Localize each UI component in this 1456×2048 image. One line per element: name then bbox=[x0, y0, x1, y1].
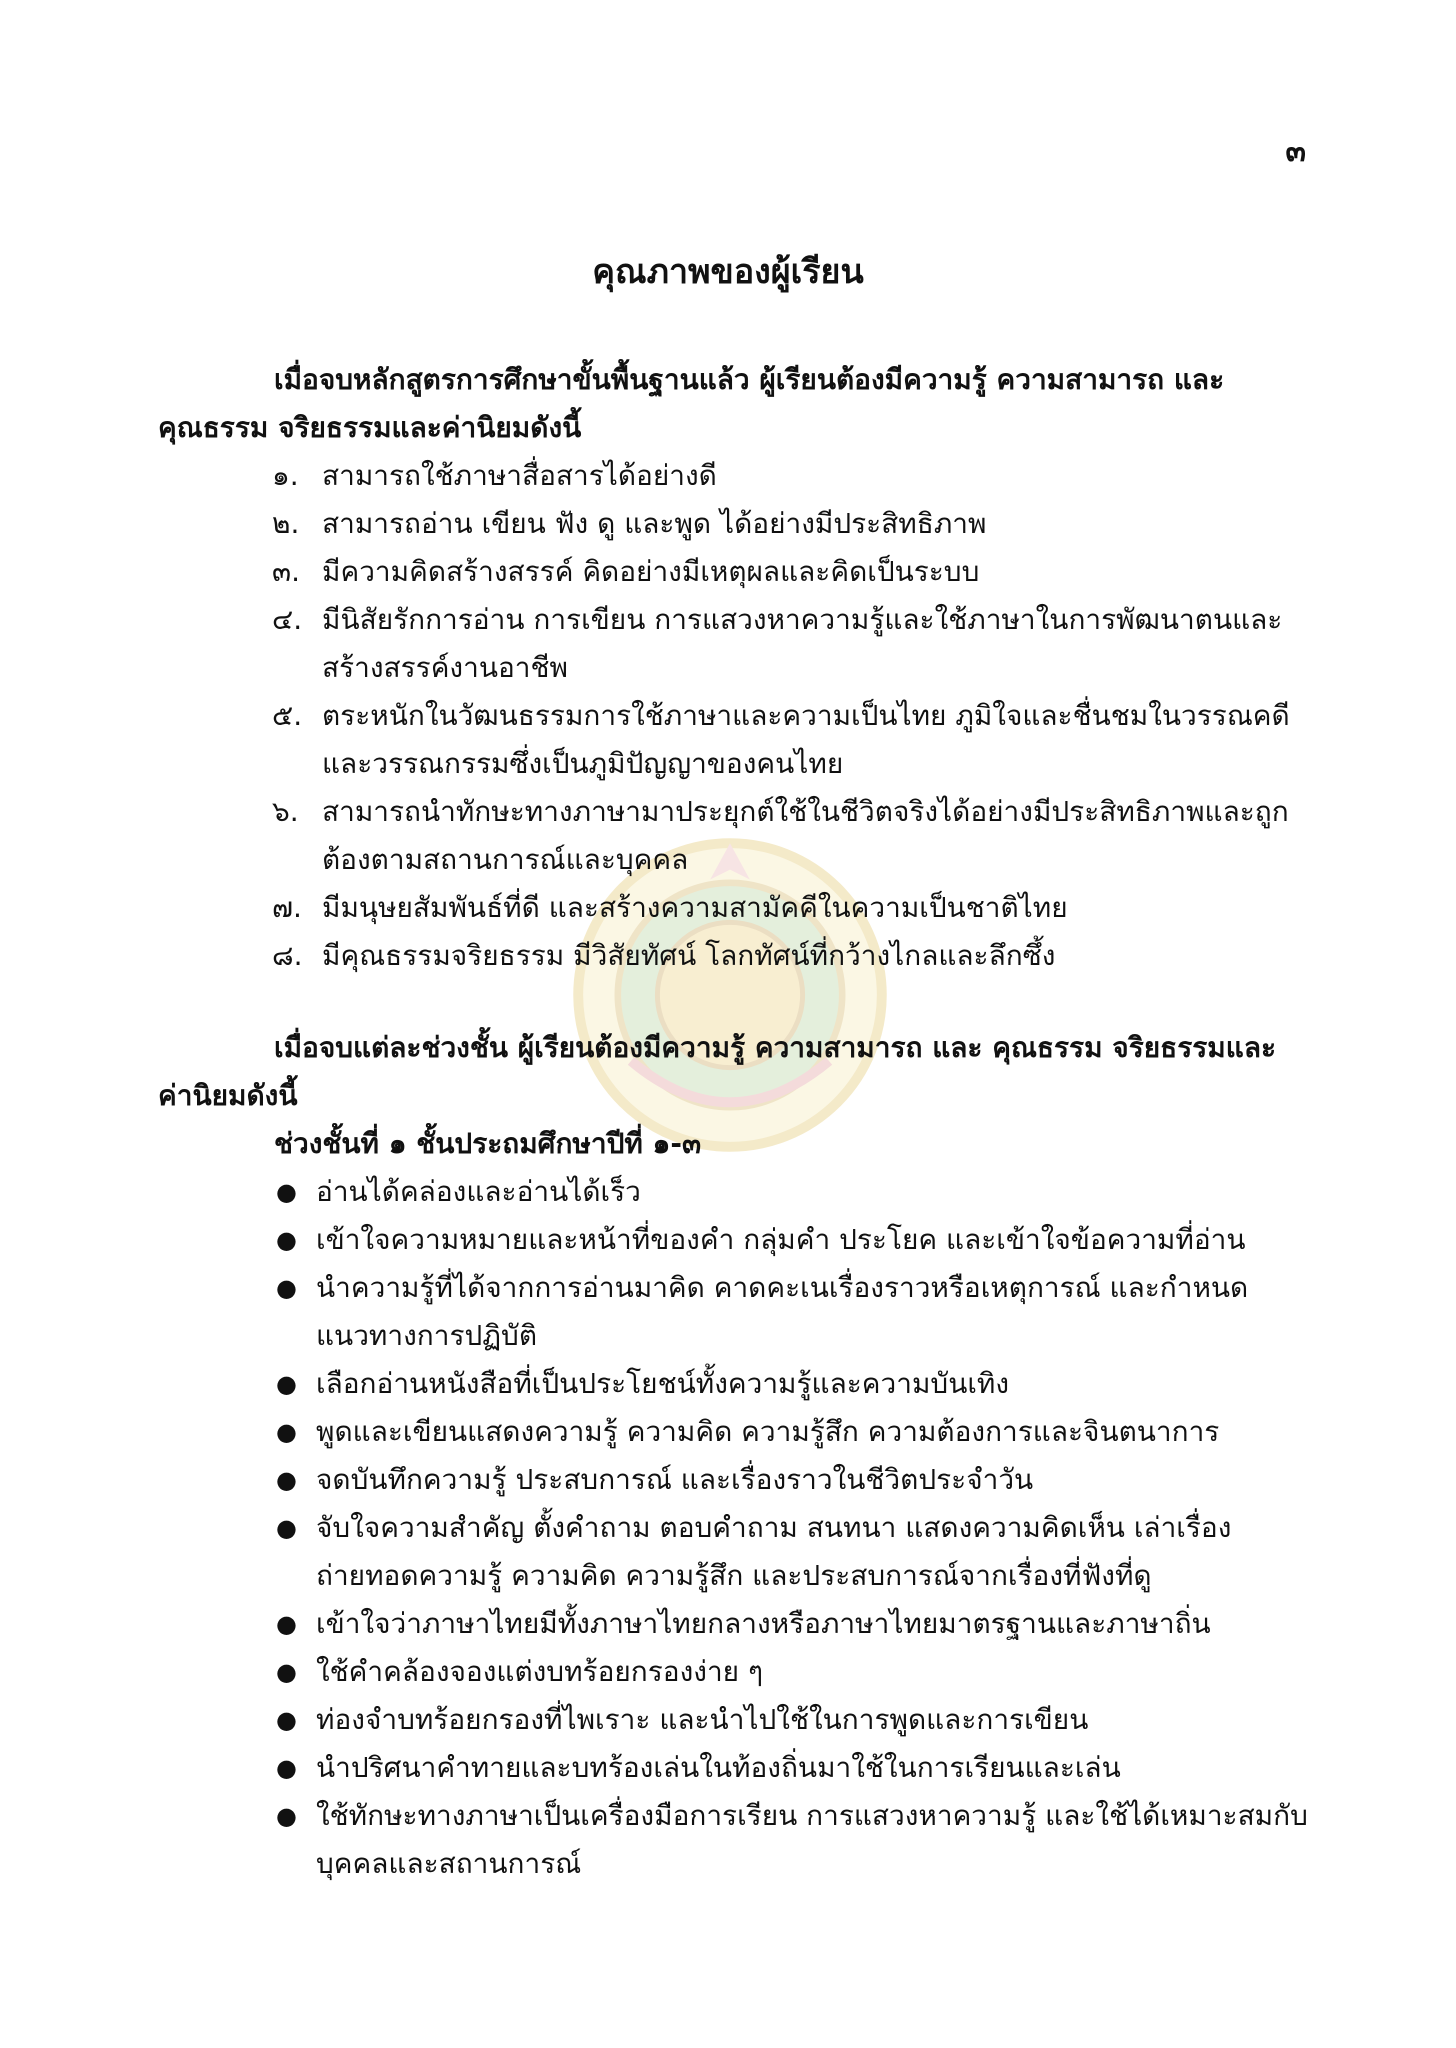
list-item bbox=[158, 1696, 1310, 1744]
list-item bbox=[158, 1168, 1310, 1216]
list-item-text: ใช้คำคล้องจองแต่งบทร้อยกรองง่าย ๆ bbox=[316, 1655, 764, 1688]
list-item-text: มีคุณธรรมจริยธรรม มีวิสัยทัศน์ โลกทัศน์ที่กว้างไกลและลึกซึ้ง bbox=[322, 939, 1056, 972]
bullet-list bbox=[158, 1168, 1310, 1888]
intro-paragraph-1: เมื่อจบหลักสูตรการศึกษาขั้นพื้นฐานแล้ว ผู้เรียนต้องมีความรู้ ความสามารถ และคุณธรรม จริยธรรมและค่านิยมดังนี้ bbox=[158, 363, 1225, 444]
list-item bbox=[158, 1744, 1310, 1792]
page-number: ๓ bbox=[1285, 134, 1306, 169]
bullet-icon: ● bbox=[276, 1370, 297, 1398]
list-item-text: ท่องจำบทร้อยกรองที่ไพเราะ และนำไปใช้ในการพูดและการเขียน bbox=[316, 1703, 1089, 1736]
list-item bbox=[158, 932, 1310, 980]
page-title: คุณภาพของผู้เรียน bbox=[592, 252, 864, 292]
bullet-icon: ● bbox=[276, 1418, 297, 1446]
level-heading: ช่วงชั้นที่ ๑ ชั้นประถมศึกษาปีที่ ๑-๓ bbox=[274, 1127, 702, 1160]
list-item bbox=[158, 1360, 1310, 1408]
list-item-number: ๘. bbox=[272, 939, 303, 972]
list-item-text: มีมนุษยสัมพันธ์ที่ดี และสร้างความสามัคคีในความเป็นชาติไทย bbox=[322, 891, 1068, 924]
list-item bbox=[158, 452, 1310, 500]
bullet-icon: ● bbox=[276, 1802, 297, 1830]
list-item bbox=[158, 1504, 1310, 1600]
list-item bbox=[158, 1408, 1310, 1456]
bullet-icon: ● bbox=[276, 1514, 297, 1542]
list-item bbox=[158, 1264, 1310, 1360]
list-item bbox=[158, 1792, 1310, 1888]
list-item-text: มีนิสัยรักการอ่าน การเขียน การแสวงหาความรู้และใช้ภาษาในการพัฒนาตนและสร้างสรรค์งานอาชีพ bbox=[322, 603, 1283, 684]
list-item-text: เข้าใจว่าภาษาไทยมีทั้งภาษาไทยกลางหรือภาษาไทยมาตรฐานและภาษาถิ่น bbox=[316, 1607, 1211, 1640]
section-spacer bbox=[158, 980, 1310, 1024]
list-item-number: ๓. bbox=[272, 555, 301, 588]
bullet-icon: ● bbox=[276, 1226, 297, 1254]
list-item-text: สามารถใช้ภาษาสื่อสารได้อย่างดี bbox=[322, 459, 717, 492]
list-item-text: จับใจความสำคัญ ตั้งคำถาม ตอบคำถาม สนทนา แสดงความคิดเห็น เล่าเรื่องถ่ายทอดความรู้ ความคิด ความรู้สึก และประสบการณ์จากเรื่องที่ฟังที่ดู bbox=[316, 1511, 1232, 1592]
list-item-text: ตระหนักในวัฒนธรรมการใช้ภาษาและความเป็นไทย ภูมิใจและชื่นชมในวรรณคดีและวรรณกรรมซึ่งเป็นภูมิปัญญาของคนไทย bbox=[322, 699, 1290, 780]
list-item-number: ๑. bbox=[272, 459, 299, 492]
list-item-text: สามารถอ่าน เขียน ฟัง ดู และพูด ได้อย่างมีประสิทธิภาพ bbox=[322, 507, 987, 540]
list-item bbox=[158, 596, 1310, 692]
list-item bbox=[158, 1216, 1310, 1264]
list-item-text: เลือกอ่านหนังสือที่เป็นประโยชน์ทั้งความรู้และความบันเทิง bbox=[316, 1367, 1010, 1400]
bullet-icon: ● bbox=[276, 1754, 297, 1782]
bullet-icon: ● bbox=[276, 1610, 297, 1638]
list-item bbox=[158, 548, 1310, 596]
list-item bbox=[158, 884, 1310, 932]
list-item bbox=[158, 692, 1310, 788]
list-item-text: นำความรู้ที่ได้จากการอ่านมาคิด คาดคะเนเรื่องราวหรือเหตุการณ์ และกำหนดแนวทางการปฏิบัติ bbox=[316, 1271, 1249, 1352]
list-item-text: จดบันทึกความรู้ ประสบการณ์ และเรื่องราวในชีวิตประจำวัน bbox=[316, 1463, 1034, 1496]
list-item bbox=[158, 500, 1310, 548]
list-item-number: ๗. bbox=[272, 891, 302, 924]
list-item-text: อ่านได้คล่องและอ่านได้เร็ว bbox=[316, 1175, 641, 1208]
list-item-number: ๕. bbox=[272, 699, 303, 732]
list-item-number: ๔. bbox=[272, 603, 303, 636]
bullet-icon: ● bbox=[276, 1706, 297, 1734]
list-item-number: ๖. bbox=[272, 795, 299, 828]
intro-paragraph-2: เมื่อจบแต่ละช่วงชั้น ผู้เรียนต้องมีความรู้ ความสามารถ และ คุณธรรม จริยธรรมและค่านิยมดังนี้ bbox=[158, 1031, 1277, 1112]
bullet-icon: ● bbox=[276, 1658, 297, 1686]
list-item-text: ใช้ทักษะทางภาษาเป็นเครื่องมือการเรียน การแสวงหาความรู้ และใช้ได้เหมาะสมกับบุคคลและสถานการณ์ bbox=[316, 1799, 1308, 1880]
list-item bbox=[158, 1456, 1310, 1504]
list-item-text: สามารถนำทักษะทางภาษามาประยุกต์ใช้ในชีวิตจริงได้อย่างมีประสิทธิภาพและถูกต้องตามสถานการณ์และบุคคล bbox=[322, 795, 1289, 876]
list-item bbox=[158, 1600, 1310, 1648]
list-item-text: มีความคิดสร้างสรรค์ คิดอย่างมีเหตุผลและคิดเป็นระบบ bbox=[322, 555, 980, 588]
numbered-list bbox=[158, 452, 1310, 980]
list-item bbox=[158, 1648, 1310, 1696]
bullet-icon: ● bbox=[276, 1274, 297, 1302]
list-item-number: ๒. bbox=[272, 507, 300, 540]
bullet-icon: ● bbox=[276, 1466, 297, 1494]
bullet-icon: ● bbox=[276, 1178, 297, 1206]
main-content bbox=[158, 356, 1310, 1888]
list-item-text: นำปริศนาคำทายและบทร้องเล่นในท้องถิ่นมาใช้ในการเรียนและเล่น bbox=[316, 1751, 1121, 1784]
list-item-text: พูดและเขียนแสดงความรู้ ความคิด ความรู้สึก ความต้องการและจินตนาการ bbox=[316, 1415, 1220, 1448]
list-item bbox=[158, 788, 1310, 884]
list-item-text: เข้าใจความหมายและหน้าที่ของคำ กลุ่มคำ ประโยค และเข้าใจข้อความที่อ่าน bbox=[316, 1223, 1246, 1256]
